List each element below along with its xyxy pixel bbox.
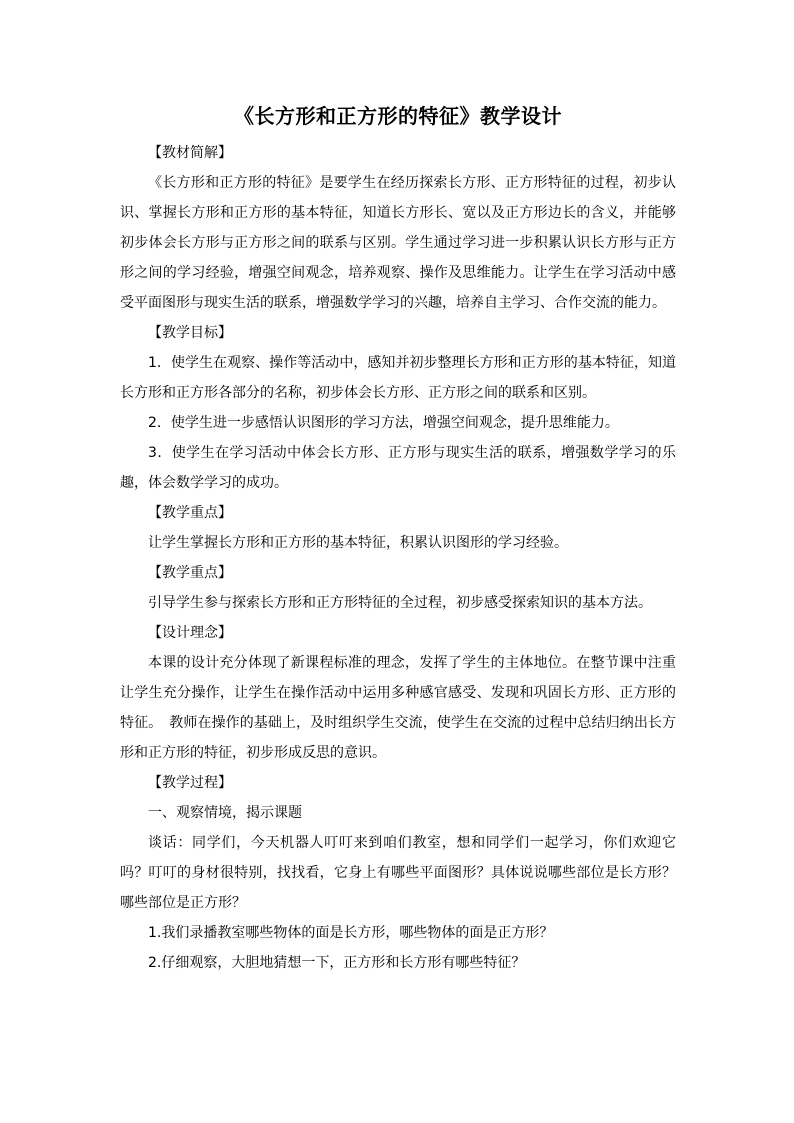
section-teaching-focus — [120, 498, 676, 558]
section-paragraph: 《长方形和正方形的特征》是要学生在经历探索长方形、正方形特征的过程，初步认识、掌握长方形和正方形的基本特征，知道长方形长、宽以及正方形边长的含义，并能够初步体会长方形与正方形之间的联系与区别。学生通过学习进一步积累认识长方形与正方形之间的学习经验，增强空间观念，培养观察、操作及思维能力。让学生在学习活动中感受平面图形与现实生活的联系，增强数学学习的兴趣，培养自主学习、合作交流的能力。 — [120, 175, 676, 311]
section-teaching-goals — [120, 318, 676, 498]
process-item: 1.我们录播教室哪些物体的面是长方形，哪些物体的面是正方形？ — [148, 925, 554, 941]
process-item: 2.仔细观察，大胆地猜想一下，正方形和长方形有哪些特征？ — [148, 955, 526, 971]
section-heading: 【教学过程】 — [148, 775, 232, 791]
section-paragraph: 本课的设计充分体现了新课程标准的理念，发挥了学生的主体地位。在整节课中注重让学生充分操作，让学生在操作活动中运用多种感官感受、发现和巩固长方形、正方形的特征。 教师在操作的基础上，及时组织学生交流，使学生在交流的过程中总结归纳出长方形和正方形的特征，初步形成反思的意识。 — [120, 655, 676, 761]
section-heading: 【教学重点】 — [148, 565, 232, 581]
section-paragraph: 引导学生参与探索长方形和正方形特征的全过程，初步感受探索知识的基本方法。 — [148, 595, 652, 611]
goal-item: 1．使学生在观察、操作等活动中，感知并初步整理长方形和正方形的基本特征，知道长方形和正方形各部分的名称，初步体会长方形、正方形之间的联系和区别。 — [120, 355, 676, 401]
section-heading: 【教材简解】 — [148, 145, 232, 161]
section-paragraph: 谈话：同学们，今天机器人叮叮来到咱们教室，想和同学们一起学习，你们欢迎它吗？叮叮的身材很特别，找找看，它身上有哪些平面图形？具体说说哪些部位是长方形？哪些部位是正方形？ — [120, 835, 676, 911]
document-page — [120, 100, 676, 978]
section-teaching-focus-2 — [120, 558, 676, 618]
section-textbook-intro — [120, 138, 676, 318]
document-title: 《长方形和正方形的特征》教学设计 — [234, 104, 562, 128]
section-heading: 【教学重点】 — [148, 505, 232, 521]
goal-item: 3．使学生在学习活动中体会长方形、正方形与现实生活的联系，增强数学学习的乐趣，体会数学学习的成功。 — [120, 445, 676, 491]
section-heading: 【设计理念】 — [148, 625, 232, 641]
section-design-concept — [120, 618, 676, 768]
process-step-title: 一、观察情境，揭示课题 — [148, 805, 302, 821]
section-paragraph: 让学生掌握长方形和正方形的基本特征，积累认识图形的学习经验。 — [148, 535, 568, 551]
section-heading: 【教学目标】 — [148, 325, 232, 341]
section-teaching-process — [120, 768, 676, 978]
goal-item: 2．使学生进一步感悟认识图形的学习方法，增强空间观念，提升思维能力。 — [148, 415, 619, 431]
